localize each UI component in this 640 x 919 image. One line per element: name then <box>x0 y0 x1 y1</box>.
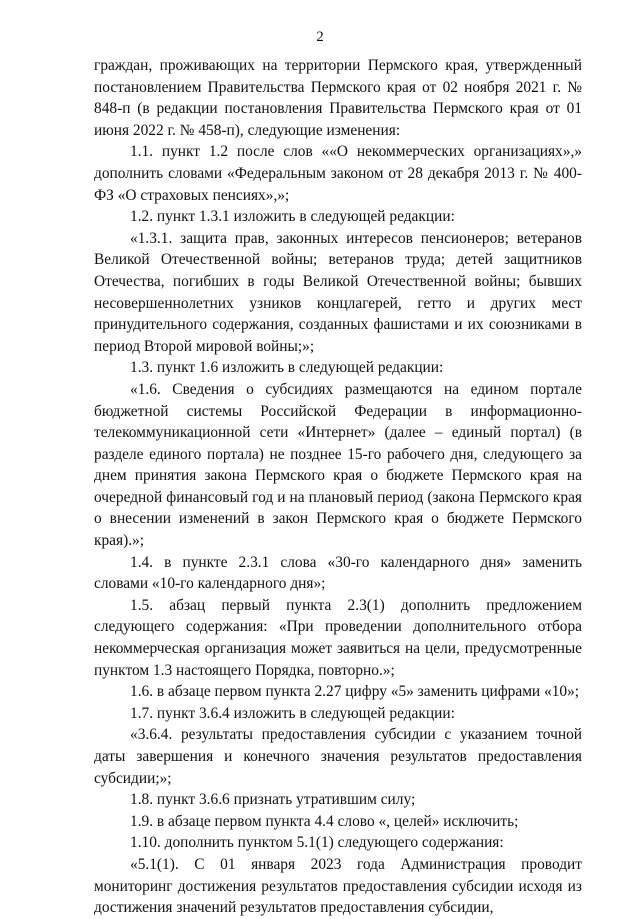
document-body <box>94 55 582 919</box>
paragraph-1-2: 1.2. пункт 1.3.1 изложить в следующей редакции: <box>130 208 455 226</box>
paragraph-intro: граждан, проживающих на территории Пермского края, утвержденный постановлением Правительства Пермского края от 02 ноября 2021 г. № 848-п (в редакции постановления Правительства Пермского края от 01 июня 2022 г. № 458-п), следующие изменения: <box>94 57 582 139</box>
paragraph-1-3: 1.3. пункт 1.6 изложить в следующей редакции: <box>130 359 444 377</box>
paragraph-1-7: 1.7. пункт 3.6.4 изложить в следующей редакции: <box>130 704 455 722</box>
paragraph-1-6: 1.6. в абзаце первом пункта 2.27 цифру «5» заменить цифрами «10»; <box>130 683 580 701</box>
page-number: 2 <box>316 29 324 45</box>
paragraph-1-3-1-quote: «1.3.1. защита прав, законных интересов пенсионеров; ветеранов Великой Отечественной войны; ветеранов труда; детей защитников Отечества, погибших в годы Великой Отечественной войны; бывших несовершеннолетних узников концлагерей, гетто и других мест принудительного содержания, созданных фашистами и их союзниками в период Второй мировой войны;»; <box>94 229 582 355</box>
paragraph-3-6-4-quote: «3.6.4. результаты предоставления субсидии с указанием точной даты завершения и конечного значения результатов предоставления субсидии;»; <box>94 726 582 787</box>
paragraph-1-6-quote: «1.6. Сведения о субсидиях размещаются на едином портале бюджетной системы Российской Федерации в информационно-телекоммуникационной сети «Интернет» (далее – единый портал) (в разделе единого портала) не позднее 15-го рабочего дня, следующего за днем принятия закона Пермского края о бюджете Пермского края на очередной финансовый год и на плановый период (закона Пермского края о внесении изменений в закон Пермского края о бюджете Пермского края).»; <box>94 380 582 550</box>
paragraph-1-8: 1.8. пункт 3.6.6 признать утратившим силу; <box>130 791 416 809</box>
paragraph-1-10: 1.10. дополнить пунктом 5.1(1) следующего содержания: <box>130 834 504 852</box>
paragraph-1-1: 1.1. пункт 1.2 после слов ««О некоммерческих организациях»,» дополнить словами «Федеральным законом от 28 декабря 2013 г. № 400-ФЗ «О страховых пенсиях»,»; <box>94 143 582 204</box>
paragraph-1-4: 1.4. в пункте 2.3.1 слова «30-го календарного дня» заменить словами «10-го календарного дня»; <box>94 553 582 593</box>
paragraph-5-1-1-quote: «5.1(1). С 01 января 2023 года Администрация проводит мониторинг достижения результатов предоставления субсидии исходя из достижения значений результатов предоставления субсидии, <box>94 855 582 917</box>
paragraph-1-5: 1.5. абзац первый пункта 2.3(1) дополнить предложением следующего содержания: «При проведении дополнительного отбора некоммерческая организация может заявиться на цели, предусмотренные пунктом 1.3 настоящего Порядка, повторно.»; <box>94 596 582 679</box>
paragraph-1-9: 1.9. в абзаце первом пункта 4.4 слово «, целей» исключить; <box>130 812 519 830</box>
